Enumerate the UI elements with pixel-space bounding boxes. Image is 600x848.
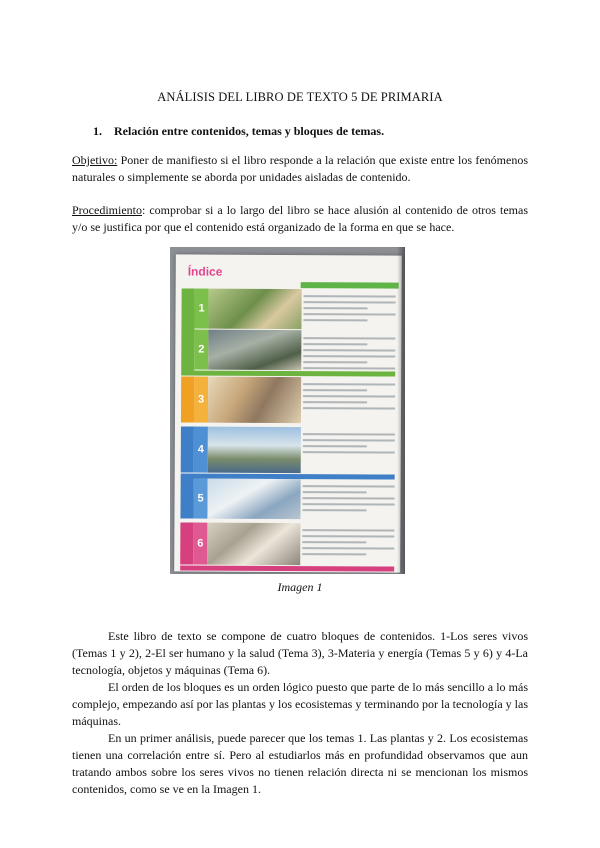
contents-tab xyxy=(301,282,399,289)
procedimiento-text: : comprobar si a lo largo del libro se hace alusión al contenido de otros temas y/o se justifica por que el contenido está organizado de la forma en que se hace. xyxy=(72,203,528,234)
unit-image xyxy=(208,427,301,473)
body-paragraph-3: En un primer análisis, puede parecer que los temas 1. Las plantas y 2. Los ecosistemas tienen una correlación entre sí. Pero al estudiarlos más en profundidad observamos que aun tratando ambos sobre los seres vivos no tienen relación directa ni se mencionan los mismos contenidos, como se ve en la Imagen 1. xyxy=(72,731,528,796)
unit-contents-list xyxy=(302,481,394,511)
unit-image xyxy=(208,330,301,370)
block-tecnologia xyxy=(180,522,394,565)
unit-image xyxy=(208,377,301,423)
body-paragraph-2: El orden de los bloques es un orden lógico puesto que parte de lo más sencillo a lo más complejo, empezando así por las plantas y los ecosistemas y terminando por la tecnología y las máquinas. xyxy=(72,680,528,728)
unit-number: 2 xyxy=(194,330,208,370)
unit-image xyxy=(208,289,301,329)
textbook-index-photo xyxy=(170,247,405,574)
unit-contents-list xyxy=(302,525,394,555)
index-page-sheet xyxy=(174,254,402,572)
unit-contents-list xyxy=(303,333,395,369)
objetivo-paragraph xyxy=(72,152,528,186)
objetivo-label: Objetivo: xyxy=(72,153,118,167)
index-title: Índice xyxy=(187,264,223,279)
unit-image xyxy=(207,523,300,565)
block-materia xyxy=(181,426,395,473)
unit-number: 4 xyxy=(194,427,208,473)
block-ser-humano xyxy=(181,376,395,423)
unit-contents-list xyxy=(303,379,395,409)
unit-number: 5 xyxy=(193,479,207,519)
unit-image xyxy=(207,479,300,519)
unit-number: 3 xyxy=(194,377,208,423)
block-seres-vivos xyxy=(181,288,395,371)
objetivo-text: Poner de manifiesto si el libro responde a la relación que existe entre los fenómenos naturales o simplemente se aborda por unidades aisladas de contenido. xyxy=(72,153,528,184)
block-energia xyxy=(180,478,394,519)
image-caption: Imagen 1 xyxy=(277,580,323,594)
section-heading xyxy=(93,124,384,139)
unit-contents-list xyxy=(303,429,395,453)
procedimiento-paragraph xyxy=(72,202,528,236)
procedimiento-label: Procedimiento xyxy=(72,203,142,217)
unit-contents-list xyxy=(303,291,395,321)
section-number: 1. xyxy=(93,124,102,138)
document-title: ANÁLISIS DEL LIBRO DE TEXTO 5 DE PRIMARIA xyxy=(157,90,443,104)
unit-number: 6 xyxy=(193,523,207,565)
unit-number: 1 xyxy=(194,289,208,329)
body-paragraph-1: Este libro de texto se compone de cuatro bloques de contenidos. 1-Los seres vivos (Temas 1 y 2), 2-El ser humano y la salud (Tema 3), 3-Materia y energía (Temas 5 y 6) y 4-La tecnología, objetos y máquinas (Tema 6). xyxy=(72,629,528,677)
section-title: Relación entre contenidos, temas y bloques de temas. xyxy=(114,124,385,138)
review-bar xyxy=(180,565,394,571)
